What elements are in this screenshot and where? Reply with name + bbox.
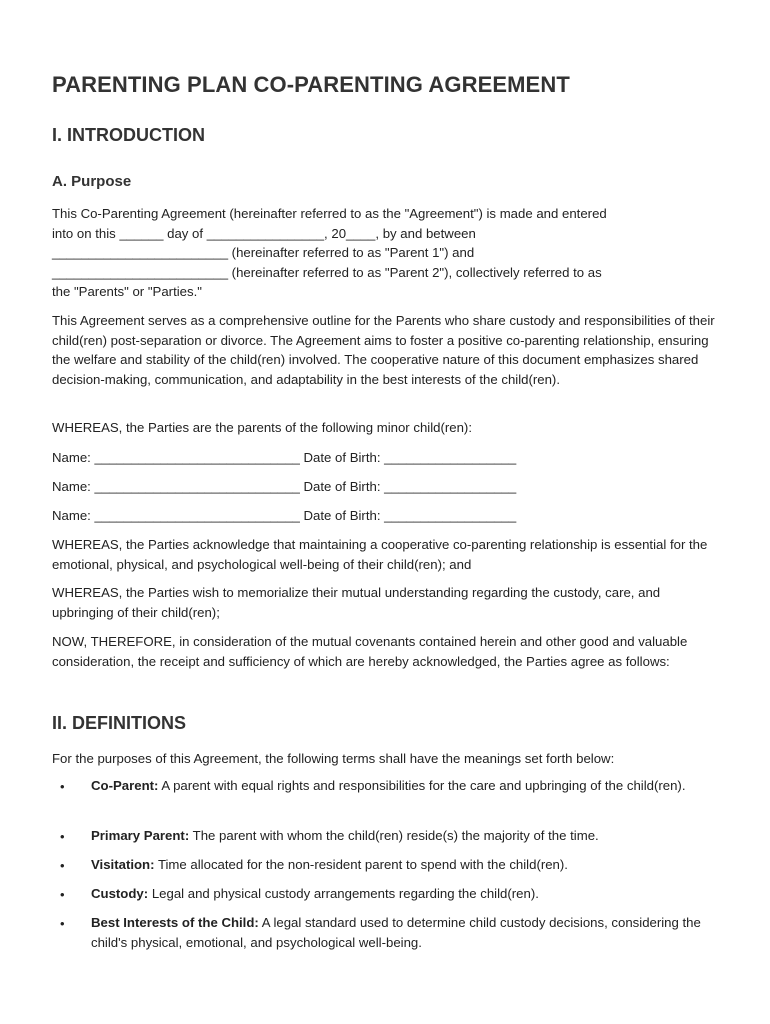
bullet-icon: • (60, 829, 65, 844)
child-entry-row: Name: ____________________________ Date of Birth: __________________ (52, 508, 517, 523)
definition-text: Time allocated for the non-resident parent to spend with the child(ren). (154, 857, 568, 872)
now-therefore-paragraph: NOW, THEREFORE, in consideration of the mutual covenants contained herein and other good and valuable consideration, the receipt and sufficiency of which are hereby acknowledged, the Parties agree as follows: (52, 634, 688, 669)
definition-term: Co-Parent: (91, 778, 159, 793)
definition-term: Custody: (91, 886, 149, 901)
whereas-children-paragraph: WHEREAS, the Parties are the parents of the following minor child(ren): (52, 420, 472, 435)
section-definitions-heading: II. DEFINITIONS (52, 713, 187, 733)
purpose-paragraph-1 (52, 204, 720, 302)
definition-term: Visitation: (91, 857, 155, 872)
bullet-icon: • (60, 779, 65, 794)
section-introduction-heading: I. INTRODUCTION (52, 125, 205, 145)
paragraph-line: ________________________ (hereinafter referred to as "Parent 1") and (52, 245, 475, 260)
paragraph-line: into on this ______ day of ________________, 20____, by and between (52, 225, 476, 241)
definition-text: A legal standard used to determine child custody decisions, considering the child's physical, emotional, and psychological well-being. (91, 915, 701, 950)
definition-body (91, 913, 721, 952)
purpose-heading: A. Purpose (52, 173, 132, 190)
bullet-icon: • (60, 858, 65, 873)
paragraph-line: ________________________ (hereinafter referred to as "Parent 2"), collectively referred to as (52, 264, 602, 280)
bullet-icon: • (60, 916, 65, 931)
definitions-intro: For the purposes of this Agreement, the following terms shall have the meanings set forth below: (52, 751, 615, 766)
definition-text: The parent with whom the child(ren) reside(s) the majority of the time. (189, 828, 599, 843)
bullet-icon: • (60, 887, 65, 902)
definition-text: A parent with equal rights and responsibilities for the care and upbringing of the child(ren). (158, 778, 686, 793)
definition-text: Legal and physical custody arrangements regarding the child(ren). (148, 886, 539, 901)
definition-body (91, 855, 721, 875)
purpose-paragraph-2: This Agreement serves as a comprehensive outline for the Parents who share custody and responsibilities of their child(ren) post-separation or divorce. The Agreement aims to foster a positive co-parenting relationship, ensuring the welfare and stability of the child(ren) involved. The cooperative nature of this document emphasizes shared decision-making, communication, and adaptability in the best interests of the child(ren). (52, 313, 715, 387)
whereas-cooperative-paragraph: WHEREAS, the Parties acknowledge that maintaining a cooperative co-parenting relationship is essential for the emotional, physical, and psychological well-being of their child(ren); and (52, 537, 708, 572)
definition-body (91, 884, 721, 904)
paragraph-line: This Co-Parenting Agreement (hereinafter referred to as the "Agreement") is made and entered (52, 206, 607, 221)
definition-body (91, 776, 721, 796)
paragraph-line: the "Parents" or "Parties." (52, 284, 202, 299)
child-entry-row: Name: ____________________________ Date of Birth: __________________ (52, 479, 517, 494)
child-entry-row: Name: ____________________________ Date of Birth: __________________ (52, 450, 517, 465)
document-title: PARENTING PLAN CO-PARENTING AGREEMENT (52, 72, 570, 97)
whereas-memorialize-paragraph: WHEREAS, the Parties wish to memorialize their mutual understanding regarding the custody, care, and upbringing of their child(ren); (52, 585, 661, 620)
definition-term: Best Interests of the Child: (91, 915, 259, 930)
definition-term: Primary Parent: (91, 828, 190, 843)
definition-body (91, 826, 721, 846)
